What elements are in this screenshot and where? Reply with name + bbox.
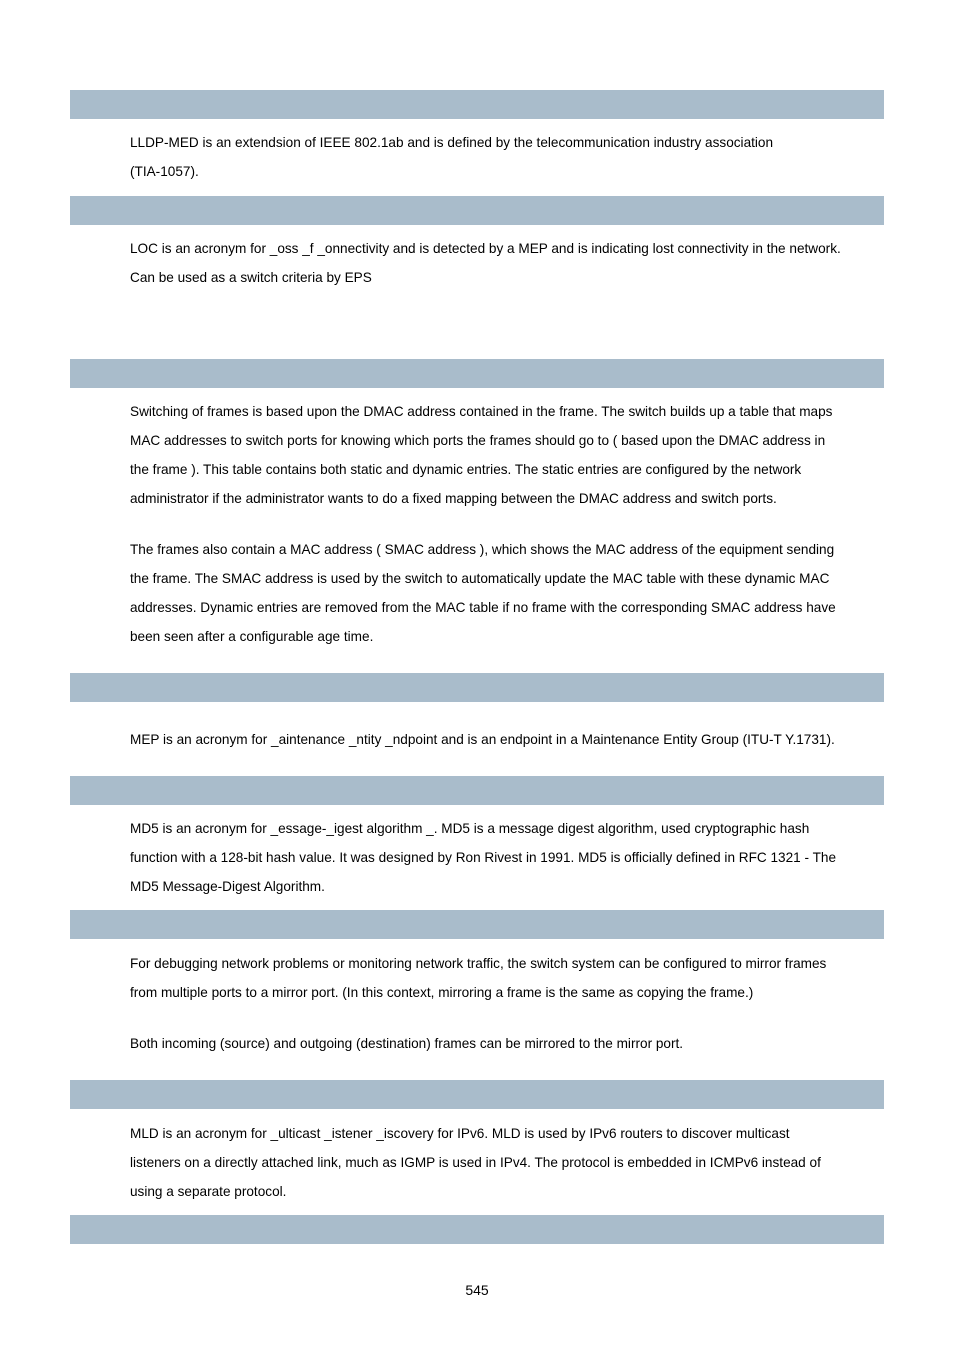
section-header-bar-loc bbox=[70, 196, 884, 225]
paragraph-mirroring-1: For debugging network problems or monitoring network traffic, the switch system can be configured to mirror frames from multiple ports to a mirror port. (In this context, mirroring a frame is the same as copying the frame.) bbox=[130, 956, 827, 1000]
paragraph-md5: MD5 is an acronym for _essage-_igest algorithm _. MD5 is a message digest algorithm, used cryptographic hash function with a 128-bit hash value. It was designed by Ron Rivest in 1991. MD5 is officially defined in RFC 1321 - The MD5 Message-Digest Algorithm. bbox=[130, 821, 836, 894]
section-header-bar-mirroring bbox=[70, 910, 884, 939]
section-header-bar-mac-table bbox=[70, 359, 884, 388]
paragraph-mep: MEP is an acronym for _aintenance _ntity _ndpoint and is an endpoint in a Maintenance Entity Group (ITU-T Y.1731). bbox=[130, 732, 835, 747]
page-number: 545 bbox=[465, 1282, 489, 1298]
paragraph-mac-table-2: The frames also contain a MAC address ( SMAC address ), which shows the MAC address of the equipment sending the frame. The SMAC address is used by the switch to automatically update the MAC table with these dynamic MAC addresses. Dynamic entries are removed from the MAC table if no frame with the corresponding SMAC address have been seen after a configurable age time. bbox=[130, 542, 836, 644]
section-header-bar-md5 bbox=[70, 776, 884, 805]
paragraph-lldp-med: LLDP-MED is an extendsion of IEEE 802.1ab and is defined by the telecommunication industry association (TIA-1057). bbox=[130, 135, 774, 179]
paragraph-mac-table-1: Switching of frames is based upon the DMAC address contained in the frame. The switch builds up a table that maps MAC addresses to switch ports for knowing which ports the frames should go to ( based upon the DMAC address in the frame ). This table contains both static and dynamic entries. The static entries are configured by the network administrator if the administrator wants to do a fixed mapping between the DMAC address and switch ports. bbox=[130, 404, 833, 506]
section-header-bar-mld bbox=[70, 1080, 884, 1109]
paragraph-mld: MLD is an acronym for _ulticast _istener _iscovery for IPv6. MLD is used by IPv6 routers to discover multicast listeners on a directly attached link, much as IGMP is used in IPv4. The protocol is embedded in ICMPv6 instead of using a separate protocol. bbox=[130, 1126, 821, 1199]
section-header-bar-lldp-med bbox=[70, 90, 884, 119]
section-header-bar-next bbox=[70, 1215, 884, 1244]
section-header-bar-mep bbox=[70, 673, 884, 702]
paragraph-mirroring-2: Both incoming (source) and outgoing (destination) frames can be mirrored to the mirror port. bbox=[130, 1036, 684, 1051]
paragraph-loc: LOC is an acronym for _oss _f _onnectivity and is detected by a MEP and is indicating lost connectivity in the network. Can be used as a switch criteria by EPS bbox=[130, 241, 841, 285]
